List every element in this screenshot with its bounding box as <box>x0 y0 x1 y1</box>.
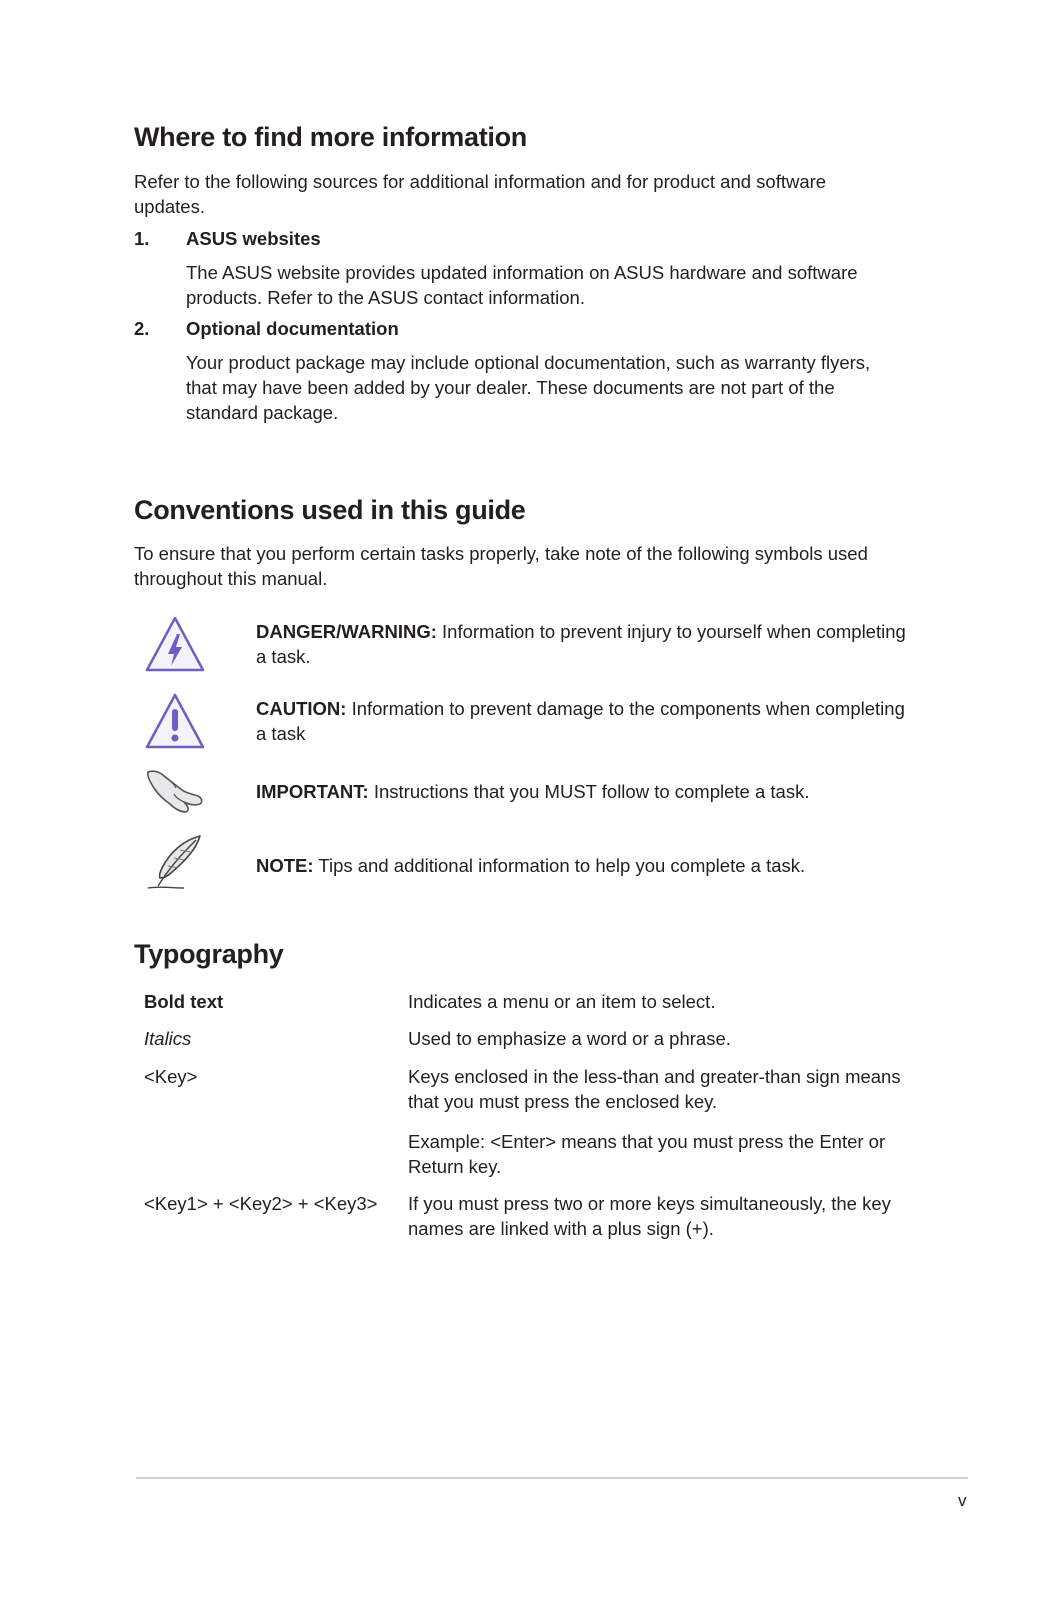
typography-desc: Keys enclosed in the less-than and greater-than sign means that you must press the enclosed key. <box>408 1066 901 1112</box>
typography-term-bold: Bold text <box>144 991 224 1012</box>
convention-label: DANGER/WARNING: <box>256 621 437 642</box>
typography-term-key-combo: <Key1> + <Key2> + <Key3> <box>144 1193 378 1214</box>
convention-desc: Instructions that you MUST follow to complete a task. <box>368 781 810 802</box>
note-quill-icon <box>144 832 206 894</box>
item-title-asus-websites: ASUS websites <box>186 228 321 249</box>
convention-caution <box>256 696 906 746</box>
typography-term-key: <Key> <box>144 1066 198 1087</box>
danger-warning-icon <box>144 614 206 676</box>
item-title-optional-documentation: Optional documentation <box>186 318 399 339</box>
convention-label: IMPORTANT: <box>256 781 369 802</box>
typography-desc: If you must press two or more keys simultaneously, the key names are linked with a plus sign (+). <box>408 1193 891 1239</box>
convention-label: NOTE: <box>256 855 314 876</box>
footer-divider <box>136 1477 968 1479</box>
convention-desc: Tips and additional information to help you complete a task. <box>313 855 806 876</box>
item-number: 2. <box>134 318 150 339</box>
convention-desc: Information to prevent damage to the components when completing a task <box>256 698 905 744</box>
page-number: v <box>958 1491 967 1510</box>
convention-important <box>256 779 906 804</box>
heading-conventions: Conventions used in this guide <box>134 495 526 525</box>
item-number: 1. <box>134 228 150 249</box>
item-body-optional-documentation: Your product package may include optional documentation, such as warranty flyers, that may have been added by your dealer. These documents are not part of the standard package. <box>186 352 871 423</box>
convention-desc: Information to prevent injury to yourself when completing a task. <box>256 621 906 667</box>
find-info-intro: Refer to the following sources for additional information and for product and software updates. <box>134 171 827 217</box>
typography-desc: Indicates a menu or an item to select. <box>408 991 716 1012</box>
typography-example: Example: <Enter> means that you must press the Enter or Return key. <box>408 1131 886 1177</box>
convention-danger-warning <box>256 619 906 669</box>
typography-term-italics: Italics <box>144 1028 192 1049</box>
convention-label: CAUTION: <box>256 698 347 719</box>
important-hand-icon <box>144 764 206 826</box>
caution-icon <box>144 691 206 753</box>
typography-desc: Used to emphasize a word or a phrase. <box>408 1028 731 1049</box>
convention-note <box>256 853 906 878</box>
item-body-asus-websites: The ASUS website provides updated information on ASUS hardware and software products. Refer to the ASUS contact information. <box>186 262 858 308</box>
heading-typography: Typography <box>134 939 284 969</box>
heading-find-info: Where to find more information <box>134 122 527 152</box>
conventions-intro: To ensure that you perform certain tasks properly, take note of the following symbols used throughout this manual. <box>134 543 868 589</box>
